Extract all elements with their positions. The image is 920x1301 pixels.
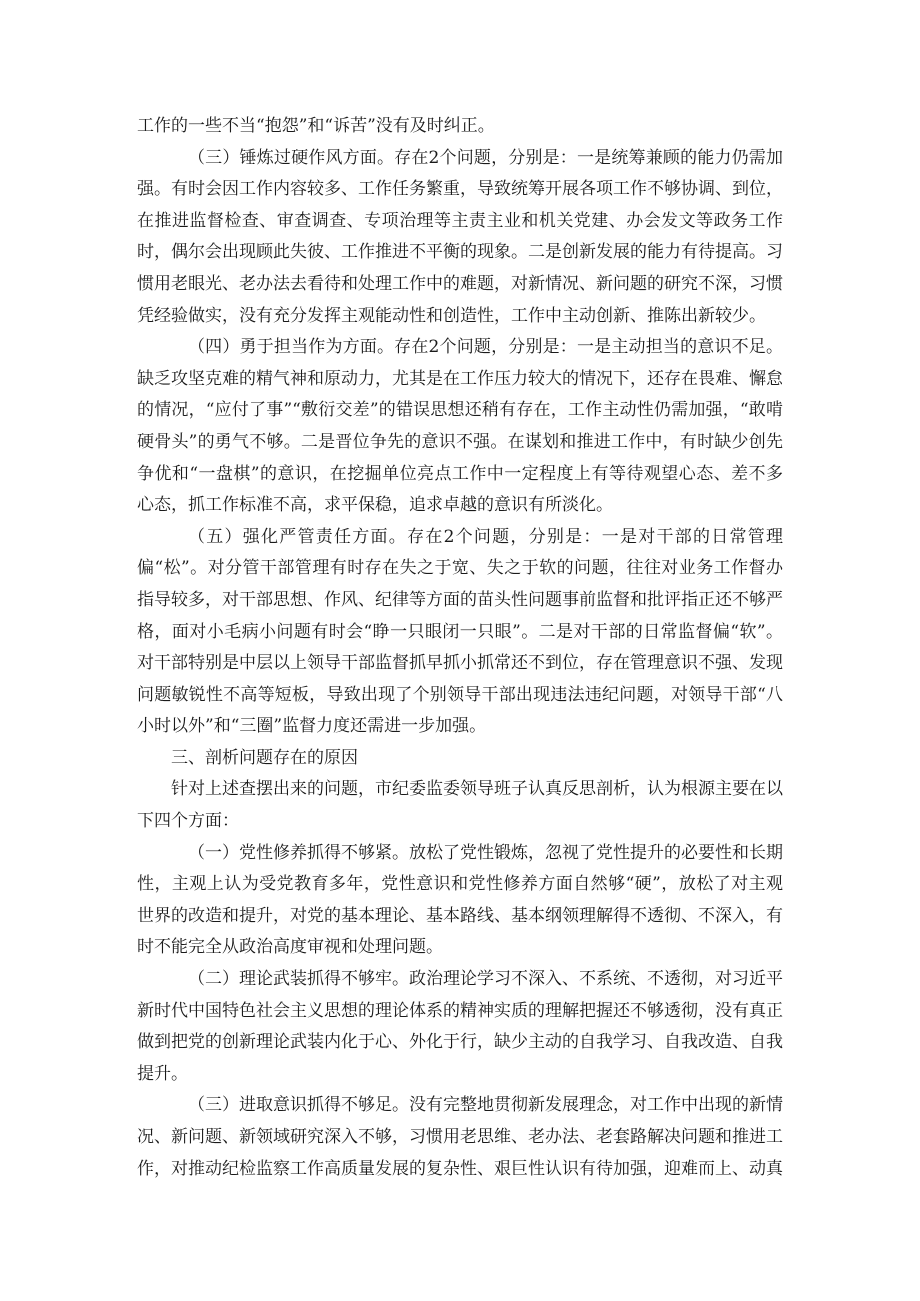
- section-heading-causes: 三、剖析问题存在的原因: [171, 747, 358, 768]
- document-page: [137, 111, 783, 1185]
- paragraph-continuation: 工作的一些不当“抱怨”和“诉苦”没有及时纠正。: [137, 116, 495, 136]
- paragraph-section-four-responsibility: （四）勇于担当作为方面。存在2个问题，分别是：一是主动担当的意识不足。缺乏攻坚克难的精气神和原动力，尤其是在工作压力较大的情况下，还存在畏难、懈怠的情况，“应付了事”“敷衍交差”的错误思想还稍有存在，工作主动性仍需加强，“敢啃硬骨头”的勇气不够。二是晋位争先的意识不强。在谋划和推进工作中，有时缺少创先争优和“一盘棋”的意识，在挖掘单位亮点工作中一定程度上有等待观望心态、差不多心态，抓工作标准不高，求平保稳，追求卓越的意识有所淡化。: [137, 337, 783, 516]
- paragraph-cause-two: （二）理论武装抓得不够牢。政治理论学习不深入、不系统、不透彻，对习近平新时代中国特色社会主义思想的理论体系的精神实质的理解把握还不够透彻，没有真正做到把党的创新理论武装内化于心、外化于行，缺少主动的自我学习、自我改造、自我提升。: [137, 969, 783, 1084]
- paragraph-cause-one: （一）党性修养抓得不够紧。放松了党性锻炼，忽视了党性提升的必要性和长期性，主观上认为受党教育多年，党性意识和党性修养方面自然够“硬”，放松了对主观世界的改造和提升，对党的基本理论、基本路线、基本纲领理解得不透彻、不深入，有时不能完全从政治高度审视和处理问题。: [137, 842, 783, 958]
- paragraph-cause-three: （三）进取意识抓得不够足。没有完整地贯彻新发展理念，对工作中出现的新情况、新问题、新领域研究深入不够，习惯用老思维、老办法、老套路解决问题和推进工作，对推动纪检监察工作高质量发展的复杂性、艰巨性认识有待加强，迎难而上、动真: [137, 1095, 783, 1179]
- paragraph-section-five-management: （五）强化严管责任方面。存在2个问题，分别是：一是对干部的日常管理偏“松”。对分管干部管理有时存在失之于宽、失之于软的问题，往往对业务工作督办指导较多，对干部思想、作风、纪律等方面的苗头性问题事前监督和批评指正还不够严格，面对小毛病小问题有时会“睁一只眼闭一只眼”。二是对干部的日常监督偏“软”。对干部特别是中层以上领导干部监督抓早抓小抓常还不到位，存在管理意识不强、发现问题敏锐性不高等短板，导致出现了个别领导干部出现违法违纪问题，对领导干部“八小时以外”和“三圈”监督力度还需进一步加强。: [137, 526, 783, 737]
- paragraph-section-three-style: （三）锤炼过硬作风方面。存在2个问题，分别是：一是统筹兼顾的能力仍需加强。有时会因工作内容较多、工作任务繁重，导致统筹开展各项工作不够协调、到位，在推进监督检查、审查调查、专项治理等主责主业和机关党建、办会发文等政务工作时，偶尔会出现顾此失彼、工作推进不平衡的现象。二是创新发展的能力有待提高。习惯用老眼光、老办法去看待和处理工作中的难题，对新情况、新问题的研究不深，习惯凭经验做实，没有充分发挥主观能动性和创造性，工作中主动创新、推陈出新较少。: [137, 147, 783, 326]
- paragraph-causes-intro: 针对上述查摆出来的问题，市纪委监委领导班子认真反思剖析，认为根源主要在以下四个方面：: [137, 779, 783, 832]
